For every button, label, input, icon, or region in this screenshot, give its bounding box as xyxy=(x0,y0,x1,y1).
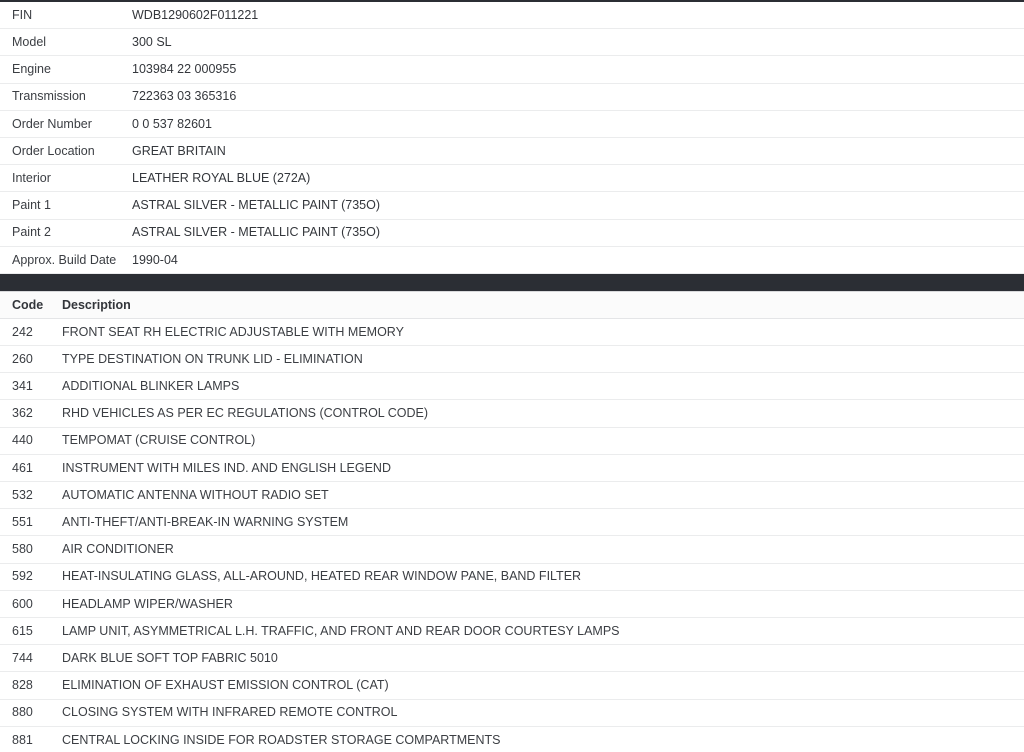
spec-value: ASTRAL SILVER - METALLIC PAINT (735O) xyxy=(132,198,380,213)
section-divider-bar xyxy=(0,274,1024,292)
spec-value: LEATHER ROYAL BLUE (272A) xyxy=(132,170,311,185)
option-description: RHD VEHICLES AS PER EC REGULATIONS (CONTROL CODE) xyxy=(62,406,429,421)
option-row xyxy=(0,346,1024,373)
spec-value: 1990-04 xyxy=(132,252,178,267)
option-description: TYPE DESTINATION ON TRUNK LID - ELIMINATION xyxy=(62,351,363,366)
spec-row xyxy=(0,192,1024,219)
spec-value: GREAT BRITAIN xyxy=(132,143,226,158)
option-row xyxy=(0,400,1024,427)
option-code: 828 xyxy=(12,678,33,693)
option-codes-table xyxy=(0,292,1024,752)
vehicle-spec-table xyxy=(0,2,1024,274)
option-row xyxy=(0,672,1024,699)
option-description: INSTRUMENT WITH MILES IND. AND ENGLISH LEGEND xyxy=(62,460,391,475)
option-code: 600 xyxy=(12,596,33,611)
option-row xyxy=(0,373,1024,400)
option-row xyxy=(0,618,1024,645)
option-description: ANTI-THEFT/ANTI-BREAK-IN WARNING SYSTEM xyxy=(62,515,349,530)
spec-label: FIN xyxy=(12,7,33,22)
option-row xyxy=(0,536,1024,563)
spec-value: 722363 03 365316 xyxy=(132,89,237,104)
spec-value: 103984 22 000955 xyxy=(132,62,237,77)
option-description: DARK BLUE SOFT TOP FABRIC 5010 xyxy=(62,650,278,665)
option-description: AIR CONDITIONER xyxy=(62,542,174,557)
spec-label: Order Location xyxy=(12,143,95,158)
option-row xyxy=(0,591,1024,618)
spec-label: Order Number xyxy=(12,116,92,131)
option-description: ADDITIONAL BLINKER LAMPS xyxy=(62,379,240,394)
options-header-description: Description xyxy=(62,297,131,312)
option-code: 580 xyxy=(12,542,33,557)
spec-value: WDB1290602F011221 xyxy=(132,7,259,22)
spec-label: Paint 1 xyxy=(12,198,51,213)
spec-label: Paint 2 xyxy=(12,225,51,240)
spec-label: Approx. Build Date xyxy=(12,252,117,267)
options-header-code: Code xyxy=(12,297,44,312)
option-description: TEMPOMAT (CRUISE CONTROL) xyxy=(62,433,256,448)
option-code: 461 xyxy=(12,460,33,475)
option-row xyxy=(0,319,1024,346)
option-code: 362 xyxy=(12,406,33,421)
options-header-row xyxy=(0,292,1024,319)
spec-row xyxy=(0,247,1024,274)
option-row xyxy=(0,428,1024,455)
option-row xyxy=(0,509,1024,536)
option-description: CLOSING SYSTEM WITH INFRARED REMOTE CONTROL xyxy=(62,705,398,720)
spec-row xyxy=(0,2,1024,29)
option-description: AUTOMATIC ANTENNA WITHOUT RADIO SET xyxy=(62,487,329,502)
option-row xyxy=(0,564,1024,591)
option-description: ELIMINATION OF EXHAUST EMISSION CONTROL (CAT) xyxy=(62,678,389,693)
spec-row xyxy=(0,84,1024,111)
option-code: 880 xyxy=(12,705,33,720)
spec-row xyxy=(0,165,1024,192)
option-description: FRONT SEAT RH ELECTRIC ADJUSTABLE WITH MEMORY xyxy=(62,324,404,339)
spec-label: Interior xyxy=(12,170,51,185)
spec-row xyxy=(0,138,1024,165)
option-code: 592 xyxy=(12,569,33,584)
option-row xyxy=(0,645,1024,672)
option-description: CENTRAL LOCKING INSIDE FOR ROADSTER STORAGE COMPARTMENTS xyxy=(62,732,501,747)
option-row xyxy=(0,482,1024,509)
spec-row xyxy=(0,111,1024,138)
option-description: HEADLAMP WIPER/WASHER xyxy=(62,596,233,611)
option-description: LAMP UNIT, ASYMMETRICAL L.H. TRAFFIC, AND FRONT AND REAR DOOR COURTESY LAMPS xyxy=(62,623,620,638)
option-code: 341 xyxy=(12,379,33,394)
option-code: 532 xyxy=(12,487,33,502)
spec-label: Transmission xyxy=(12,89,86,104)
option-row xyxy=(0,727,1024,752)
spec-value: ASTRAL SILVER - METALLIC PAINT (735O) xyxy=(132,225,380,240)
option-code: 260 xyxy=(12,351,33,366)
spec-label: Model xyxy=(12,35,47,50)
option-code: 242 xyxy=(12,324,33,339)
option-code: 440 xyxy=(12,433,33,448)
option-row xyxy=(0,455,1024,482)
spec-value: 0 0 537 82601 xyxy=(132,116,212,131)
option-code: 744 xyxy=(12,650,33,665)
spec-row xyxy=(0,220,1024,247)
option-code: 551 xyxy=(12,515,33,530)
option-row xyxy=(0,700,1024,727)
spec-label: Engine xyxy=(12,62,51,77)
spec-row xyxy=(0,56,1024,83)
option-description: HEAT-INSULATING GLASS, ALL-AROUND, HEATED REAR WINDOW PANE, BAND FILTER xyxy=(62,569,582,584)
spec-value: 300 SL xyxy=(132,35,172,50)
option-code: 881 xyxy=(12,732,33,747)
spec-row xyxy=(0,29,1024,56)
option-code: 615 xyxy=(12,623,33,638)
